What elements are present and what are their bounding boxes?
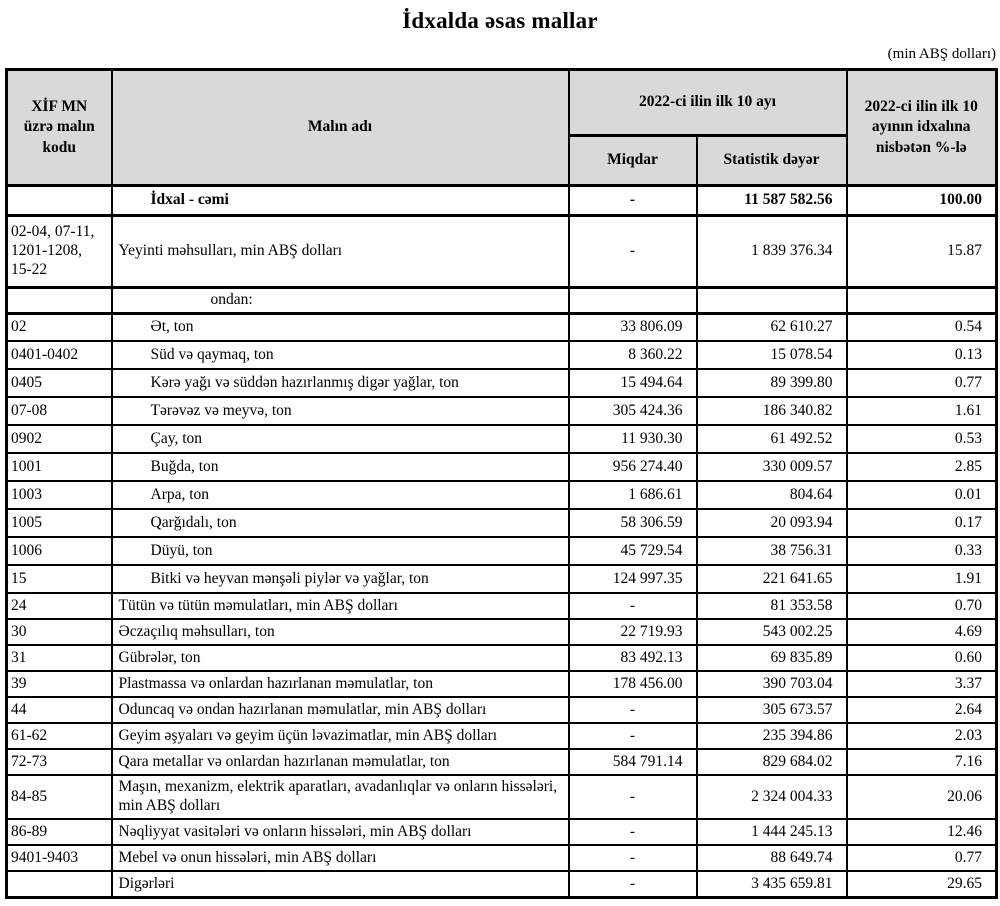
table-row bbox=[7, 871, 997, 897]
table-cell-name: Ət, ton bbox=[112, 313, 569, 341]
table-cell-value: 61 492.52 bbox=[697, 425, 847, 453]
table-cell-quantity: 45 729.54 bbox=[569, 537, 697, 565]
table-body bbox=[7, 186, 997, 898]
table-cell-name: Oduncaq və ondan hazırlanan məmulatlar, min ABŞ dolları bbox=[112, 697, 569, 723]
table-cell-quantity: 956 274.40 bbox=[569, 453, 697, 481]
table-cell-quantity: 8 360.22 bbox=[569, 341, 697, 369]
table-cell-code: 86-89 bbox=[7, 819, 112, 845]
table-cell-name: Yeyinti məhsulları, min ABŞ dolları bbox=[112, 216, 569, 288]
table-cell-value bbox=[697, 288, 847, 314]
table-row bbox=[7, 369, 997, 397]
table-cell-share: 0.54 bbox=[847, 313, 997, 341]
table-cell-value: 1 444 245.13 bbox=[697, 819, 847, 845]
table-cell-name: Mebel və onun hissələri, min ABŞ dolları bbox=[112, 845, 569, 871]
table-cell-value: 88 649.74 bbox=[697, 845, 847, 871]
table-cell-name: Əczaçılıq məhsulları, ton bbox=[112, 619, 569, 645]
table-row bbox=[7, 313, 997, 341]
table-cell-quantity: - bbox=[569, 845, 697, 871]
table-cell-share: 7.16 bbox=[847, 749, 997, 775]
table-cell-name: Kərə yağı və süddən hazırlanmış digər yağlar, ton bbox=[112, 369, 569, 397]
table-cell-code: 24 bbox=[7, 593, 112, 619]
table-cell-quantity: - bbox=[569, 186, 697, 216]
table-cell-quantity: - bbox=[569, 593, 697, 619]
table-cell-code: 0405 bbox=[7, 369, 112, 397]
table-cell-code: 02-04, 07-11, 1201-1208, 15-22 bbox=[7, 216, 112, 288]
table-cell-value: 829 684.02 bbox=[697, 749, 847, 775]
table-cell-share: 12.46 bbox=[847, 819, 997, 845]
table-cell-value: 390 703.04 bbox=[697, 671, 847, 697]
table-cell-code: 15 bbox=[7, 565, 112, 593]
unit-note: (min ABŞ dolları) bbox=[887, 46, 996, 62]
table-row bbox=[7, 481, 997, 509]
table-cell-code: 1005 bbox=[7, 509, 112, 537]
table-cell-name: İdxal - cəmi bbox=[112, 186, 569, 216]
table-cell-share: 0.01 bbox=[847, 481, 997, 509]
table-row bbox=[7, 397, 997, 425]
table-cell-quantity: - bbox=[569, 697, 697, 723]
table-cell-value: 62 610.27 bbox=[697, 313, 847, 341]
table-cell-share bbox=[847, 288, 997, 314]
table-cell-name: Tərəvəz və meyvə, ton bbox=[112, 397, 569, 425]
table-cell-code: 30 bbox=[7, 619, 112, 645]
table-cell-name: Maşın, mexanizm, elektrik aparatları, avadanlıqlar və onların hissələri, min ABŞ dolları bbox=[112, 775, 569, 819]
table-cell-share: 0.17 bbox=[847, 509, 997, 537]
table-cell-quantity: 15 494.64 bbox=[569, 369, 697, 397]
table-cell-quantity: 83 492.13 bbox=[569, 645, 697, 671]
table-row bbox=[7, 671, 997, 697]
table-cell-code: 44 bbox=[7, 697, 112, 723]
table-cell-share: 2.64 bbox=[847, 697, 997, 723]
table-cell-share: 3.37 bbox=[847, 671, 997, 697]
table-cell-code: 0401-0402 bbox=[7, 341, 112, 369]
table-cell-share: 4.69 bbox=[847, 619, 997, 645]
table-cell-code: 0902 bbox=[7, 425, 112, 453]
table-cell-name: ondan: bbox=[112, 288, 569, 314]
table-cell-value: 69 835.89 bbox=[697, 645, 847, 671]
table-cell-code bbox=[7, 871, 112, 897]
table-cell-value: 305 673.57 bbox=[697, 697, 847, 723]
table-row bbox=[7, 341, 997, 369]
table-cell-code: 31 bbox=[7, 645, 112, 671]
table-cell-share: 0.13 bbox=[847, 341, 997, 369]
table-row bbox=[7, 845, 997, 871]
table-cell-value: 11 587 582.56 bbox=[697, 186, 847, 216]
table-cell-name: Bitki və heyvan mənşəli piylər və yağlar, ton bbox=[112, 565, 569, 593]
page-title: İdxalda əsas mallar bbox=[402, 8, 598, 33]
imports-table bbox=[5, 68, 998, 899]
table-row bbox=[7, 723, 997, 749]
table-row bbox=[7, 453, 997, 481]
table-cell-quantity: 1 686.61 bbox=[569, 481, 697, 509]
table-cell-name: Tütün və tütün məmulatları, min ABŞ dolları bbox=[112, 593, 569, 619]
table-cell-code: 84-85 bbox=[7, 775, 112, 819]
table-cell-name: Digərləri bbox=[112, 871, 569, 897]
table-cell-quantity bbox=[569, 288, 697, 314]
table-cell-name: Nəqliyyat vasitələri və onların hissələri, min ABŞ dolları bbox=[112, 819, 569, 845]
table-row bbox=[7, 749, 997, 775]
table-cell-code bbox=[7, 186, 112, 216]
table-cell-code: 1003 bbox=[7, 481, 112, 509]
header-share: 2022-ci ilin ilk 10 ayının idxalına nisbətən %-lə bbox=[847, 70, 997, 186]
table-cell-quantity: 11 930.30 bbox=[569, 425, 697, 453]
table-cell-quantity: - bbox=[569, 216, 697, 288]
table-row bbox=[7, 216, 997, 288]
table-cell-value: 543 002.25 bbox=[697, 619, 847, 645]
table-cell-code: 61-62 bbox=[7, 723, 112, 749]
table-cell-value: 235 394.86 bbox=[697, 723, 847, 749]
header-name: Malın adı bbox=[112, 70, 569, 186]
table-cell-code: 1006 bbox=[7, 537, 112, 565]
table-cell-share: 20.06 bbox=[847, 775, 997, 819]
table-cell-value: 804.64 bbox=[697, 481, 847, 509]
table-cell-share: 0.53 bbox=[847, 425, 997, 453]
table-cell-quantity: - bbox=[569, 871, 697, 897]
header-period-group: 2022-ci ilin ilk 10 ayı bbox=[569, 70, 847, 136]
table-row bbox=[7, 775, 997, 819]
table-row bbox=[7, 537, 997, 565]
table-cell-code: 72-73 bbox=[7, 749, 112, 775]
table-row bbox=[7, 593, 997, 619]
table-cell-value: 186 340.82 bbox=[697, 397, 847, 425]
table-cell-share: 0.33 bbox=[847, 537, 997, 565]
table-cell-name: Qarğıdalı, ton bbox=[112, 509, 569, 537]
table-cell-share: 2.03 bbox=[847, 723, 997, 749]
table-cell-name: Geyim əşyaları və geyim üçün ləvazimatlar, min ABŞ dolları bbox=[112, 723, 569, 749]
table-cell-share: 0.77 bbox=[847, 845, 997, 871]
table-row bbox=[7, 186, 997, 216]
table-cell-code: 02 bbox=[7, 313, 112, 341]
table-cell-value: 81 353.58 bbox=[697, 593, 847, 619]
header-quantity: Miqdar bbox=[569, 136, 697, 186]
table-cell-quantity: 305 424.36 bbox=[569, 397, 697, 425]
table-row bbox=[7, 565, 997, 593]
table-cell-share: 1.91 bbox=[847, 565, 997, 593]
table-cell-value: 3 435 659.81 bbox=[697, 871, 847, 897]
table-row bbox=[7, 288, 997, 314]
table-header bbox=[7, 70, 997, 186]
table-cell-quantity: - bbox=[569, 819, 697, 845]
table-row bbox=[7, 819, 997, 845]
table-cell-value: 15 078.54 bbox=[697, 341, 847, 369]
table-cell-code: 9401-9403 bbox=[7, 845, 112, 871]
table-cell-share: 100.00 bbox=[847, 186, 997, 216]
table-cell-share: 0.60 bbox=[847, 645, 997, 671]
table-cell-name: Qara metallar və onlardan hazırlanan məmulatlar, ton bbox=[112, 749, 569, 775]
table-row bbox=[7, 425, 997, 453]
table-cell-quantity: 124 997.35 bbox=[569, 565, 697, 593]
header-code: XİF MN üzrə malın kodu bbox=[7, 70, 112, 186]
table-cell-quantity: 22 719.93 bbox=[569, 619, 697, 645]
table-cell-share: 15.87 bbox=[847, 216, 997, 288]
table-cell-value: 89 399.80 bbox=[697, 369, 847, 397]
table-cell-value: 221 641.65 bbox=[697, 565, 847, 593]
header-row-top bbox=[7, 70, 997, 136]
table-cell-name: Buğda, ton bbox=[112, 453, 569, 481]
table-cell-quantity: 33 806.09 bbox=[569, 313, 697, 341]
table-row bbox=[7, 619, 997, 645]
table-cell-value: 1 839 376.34 bbox=[697, 216, 847, 288]
table-cell-share: 1.61 bbox=[847, 397, 997, 425]
table-cell-value: 2 324 004.33 bbox=[697, 775, 847, 819]
table-cell-quantity: - bbox=[569, 723, 697, 749]
table-cell-code: 07-08 bbox=[7, 397, 112, 425]
table-cell-share: 29.65 bbox=[847, 871, 997, 897]
table-cell-value: 38 756.31 bbox=[697, 537, 847, 565]
table-cell-name: Çay, ton bbox=[112, 425, 569, 453]
table-cell-quantity: 178 456.00 bbox=[569, 671, 697, 697]
table-cell-code: 1001 bbox=[7, 453, 112, 481]
header-stat-value: Statistik dəyər bbox=[697, 136, 847, 186]
table-cell-share: 0.77 bbox=[847, 369, 997, 397]
table-cell-name: Arpa, ton bbox=[112, 481, 569, 509]
table-cell-code: 39 bbox=[7, 671, 112, 697]
table-cell-name: Süd və qaymaq, ton bbox=[112, 341, 569, 369]
table-cell-name: Gübrələr, ton bbox=[112, 645, 569, 671]
table-cell-quantity: 584 791.14 bbox=[569, 749, 697, 775]
table-row bbox=[7, 509, 997, 537]
table-cell-name: Düyü, ton bbox=[112, 537, 569, 565]
table-cell-value: 20 093.94 bbox=[697, 509, 847, 537]
table-cell-share: 2.85 bbox=[847, 453, 997, 481]
table-row bbox=[7, 645, 997, 671]
table-cell-name: Plastmassa və onlardan hazırlanan məmulatlar, ton bbox=[112, 671, 569, 697]
table-cell-quantity: - bbox=[569, 775, 697, 819]
table-row bbox=[7, 697, 997, 723]
table-cell-value: 330 009.57 bbox=[697, 453, 847, 481]
table-cell-quantity: 58 306.59 bbox=[569, 509, 697, 537]
table-cell-share: 0.70 bbox=[847, 593, 997, 619]
table-cell-code bbox=[7, 288, 112, 314]
